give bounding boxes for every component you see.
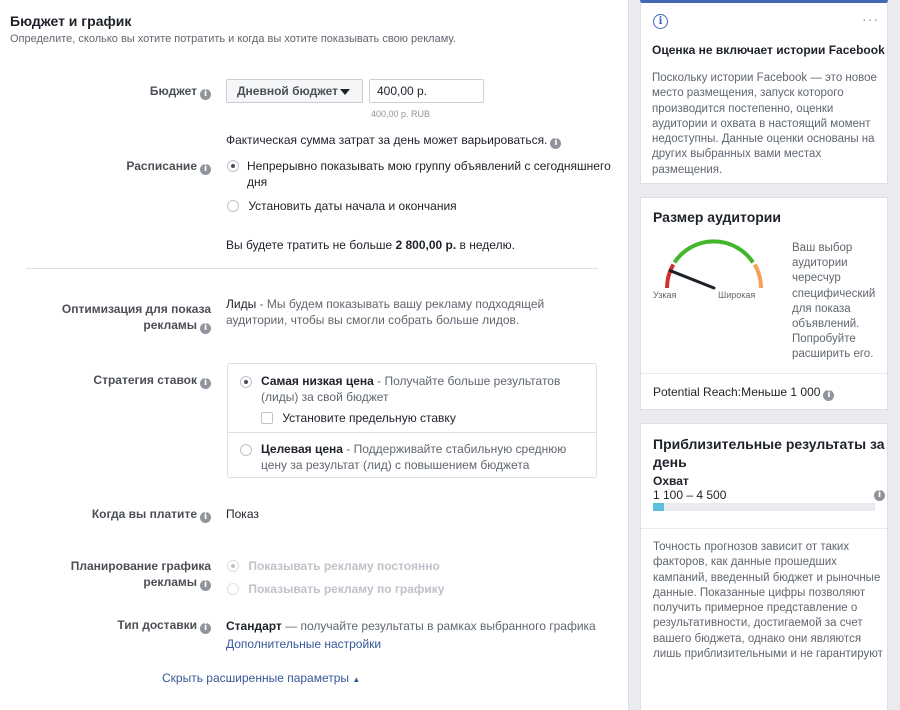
checkbox[interactable] (261, 412, 273, 424)
potential-reach: Potential Reach:Меньше 1 000 i (653, 385, 834, 401)
schedule-label: Расписание i (126, 158, 211, 175)
radio-unselected[interactable] (240, 444, 252, 456)
chevron-down-icon (340, 89, 350, 95)
more-settings-link[interactable]: Дополнительные настройки (226, 637, 382, 651)
bid-option-lowest-cost[interactable]: Самая низкая цена - Получайте больше результатов (лиды) за свой бюджет Установите предельную ставку (228, 364, 596, 433)
audience-title: Размер аудитории (653, 209, 782, 225)
ad-scheduling-always: Показывать рекламу постоянно (227, 558, 440, 574)
daily-results-card (640, 423, 888, 710)
radio-disabled (227, 583, 239, 595)
gauge-needle (670, 271, 714, 288)
notice-body: Поскольку истории Facebook — это новое место размещения, запуск которого производится постепенно, оценки аудитории и охвата в настоящий момент недоступны. Данные оценки основаны на других выбранных вами местах размещения. (652, 72, 877, 176)
info-icon[interactable]: i (200, 164, 211, 175)
info-icon[interactable]: i (200, 89, 211, 100)
divider (641, 528, 887, 529)
gauge-green-segment (675, 241, 754, 262)
pay-value: Показ (226, 507, 259, 521)
reach-range: 1 100 – 4 500 (653, 488, 727, 502)
optimization-label: Оптимизация для показа рекламы i (61, 302, 211, 333)
caret-up-icon: ▲ (352, 675, 361, 684)
hide-advanced-link[interactable]: Скрыть расширенные параметры ▲ (162, 671, 361, 685)
bid-option-target-cost[interactable]: Целевая цена - Поддерживайте стабильную среднюю цену за результат (лид) с повышением бюджета (228, 434, 596, 477)
results-title: Приблизительные результаты за день (653, 436, 885, 470)
budget-currency-note: 400,00 р. RUB (371, 109, 431, 119)
gauge-narrow-label: Узкая (653, 290, 677, 300)
radio-selected[interactable] (240, 376, 252, 388)
results-note: Точность прогнозов зависит от таких факторов, как данные прошедших кампаний, введенный бюджет и рыночные данные. Показанные цифры позволяют получить примерное представление о результативности, достигаемой за счет вашего бюджета, однако они являются лишь приблизительными и не гарантируют (653, 541, 883, 661)
bid-cap-checkbox[interactable]: Установите предельную ставку (261, 410, 456, 426)
section-title: Бюджет и график (10, 13, 132, 29)
budget-note: Фактическая сумма затрат за день может варьироваться. i (226, 133, 561, 149)
delivery-value: Стандарт — получайте результаты в рамках выбранного графика (226, 619, 596, 633)
info-icon[interactable]: i (550, 138, 561, 149)
info-icon[interactable]: i (200, 378, 211, 389)
divider (26, 268, 598, 269)
info-icon[interactable]: i (823, 390, 834, 401)
reach-bar-track (653, 503, 875, 511)
budget-amount-input[interactable]: 400,00 р. (369, 79, 484, 103)
weekly-spend-text: Вы будете тратить не больше 2 800,00 р. в неделю. (226, 238, 515, 252)
stories-notice-card (640, 0, 888, 184)
info-icon[interactable]: i (200, 580, 211, 591)
schedule-option-dates[interactable]: Установить даты начала и окончания (227, 198, 607, 214)
gauge-orange-segment (755, 265, 761, 289)
audience-size-card (640, 197, 888, 410)
radio-unselected[interactable] (227, 200, 239, 212)
reach-bar-fill (653, 503, 664, 511)
gauge-wide-label: Широкая (718, 290, 756, 300)
budget-type-dropdown[interactable]: Дневной бюджет (226, 79, 363, 103)
info-icon: i (653, 14, 668, 29)
notice-title: Оценка не включает истории Facebook (652, 43, 885, 57)
budget-label: Бюджет i (150, 83, 211, 100)
radio-disabled-selected (227, 560, 239, 572)
audience-desc: Ваш выбор аудитории чересчур специфический для показа объявлений. Попробуйте расширить его. (792, 242, 876, 361)
pay-label: Когда вы платите i (92, 506, 211, 523)
gauge-red-segment (667, 265, 673, 289)
divider (641, 373, 887, 374)
ad-scheduling-custom: Показывать рекламу по графику (227, 581, 444, 597)
ad-scheduling-label: Планирование графика рекламы i (70, 559, 211, 590)
section-subtitle: Определите, сколько вы хотите потратить и когда вы хотите показывать свою рекламу. (10, 33, 456, 45)
more-icon[interactable]: ··· (862, 11, 879, 27)
schedule-option-continuous[interactable]: Непрерывно показывать мою группу объявлений с сегодняшнего дня (227, 158, 239, 174)
info-icon[interactable]: i (874, 490, 885, 501)
info-icon[interactable]: i (200, 623, 211, 634)
bid-strategy-label: Стратегия ставок i (93, 372, 211, 389)
info-icon[interactable]: i (200, 323, 211, 334)
radio-selected[interactable] (227, 160, 239, 172)
bid-strategy-box (227, 363, 597, 478)
estimates-sidebar (628, 0, 900, 710)
optimization-value: Лиды - Мы будем показывать вашу рекламу подходящей аудитории, чтобы вы смогли собрать больше лидов. (226, 297, 545, 327)
reach-label: Охват (653, 474, 689, 488)
delivery-label: Тип доставки i (117, 617, 211, 634)
info-icon[interactable]: i (200, 512, 211, 523)
